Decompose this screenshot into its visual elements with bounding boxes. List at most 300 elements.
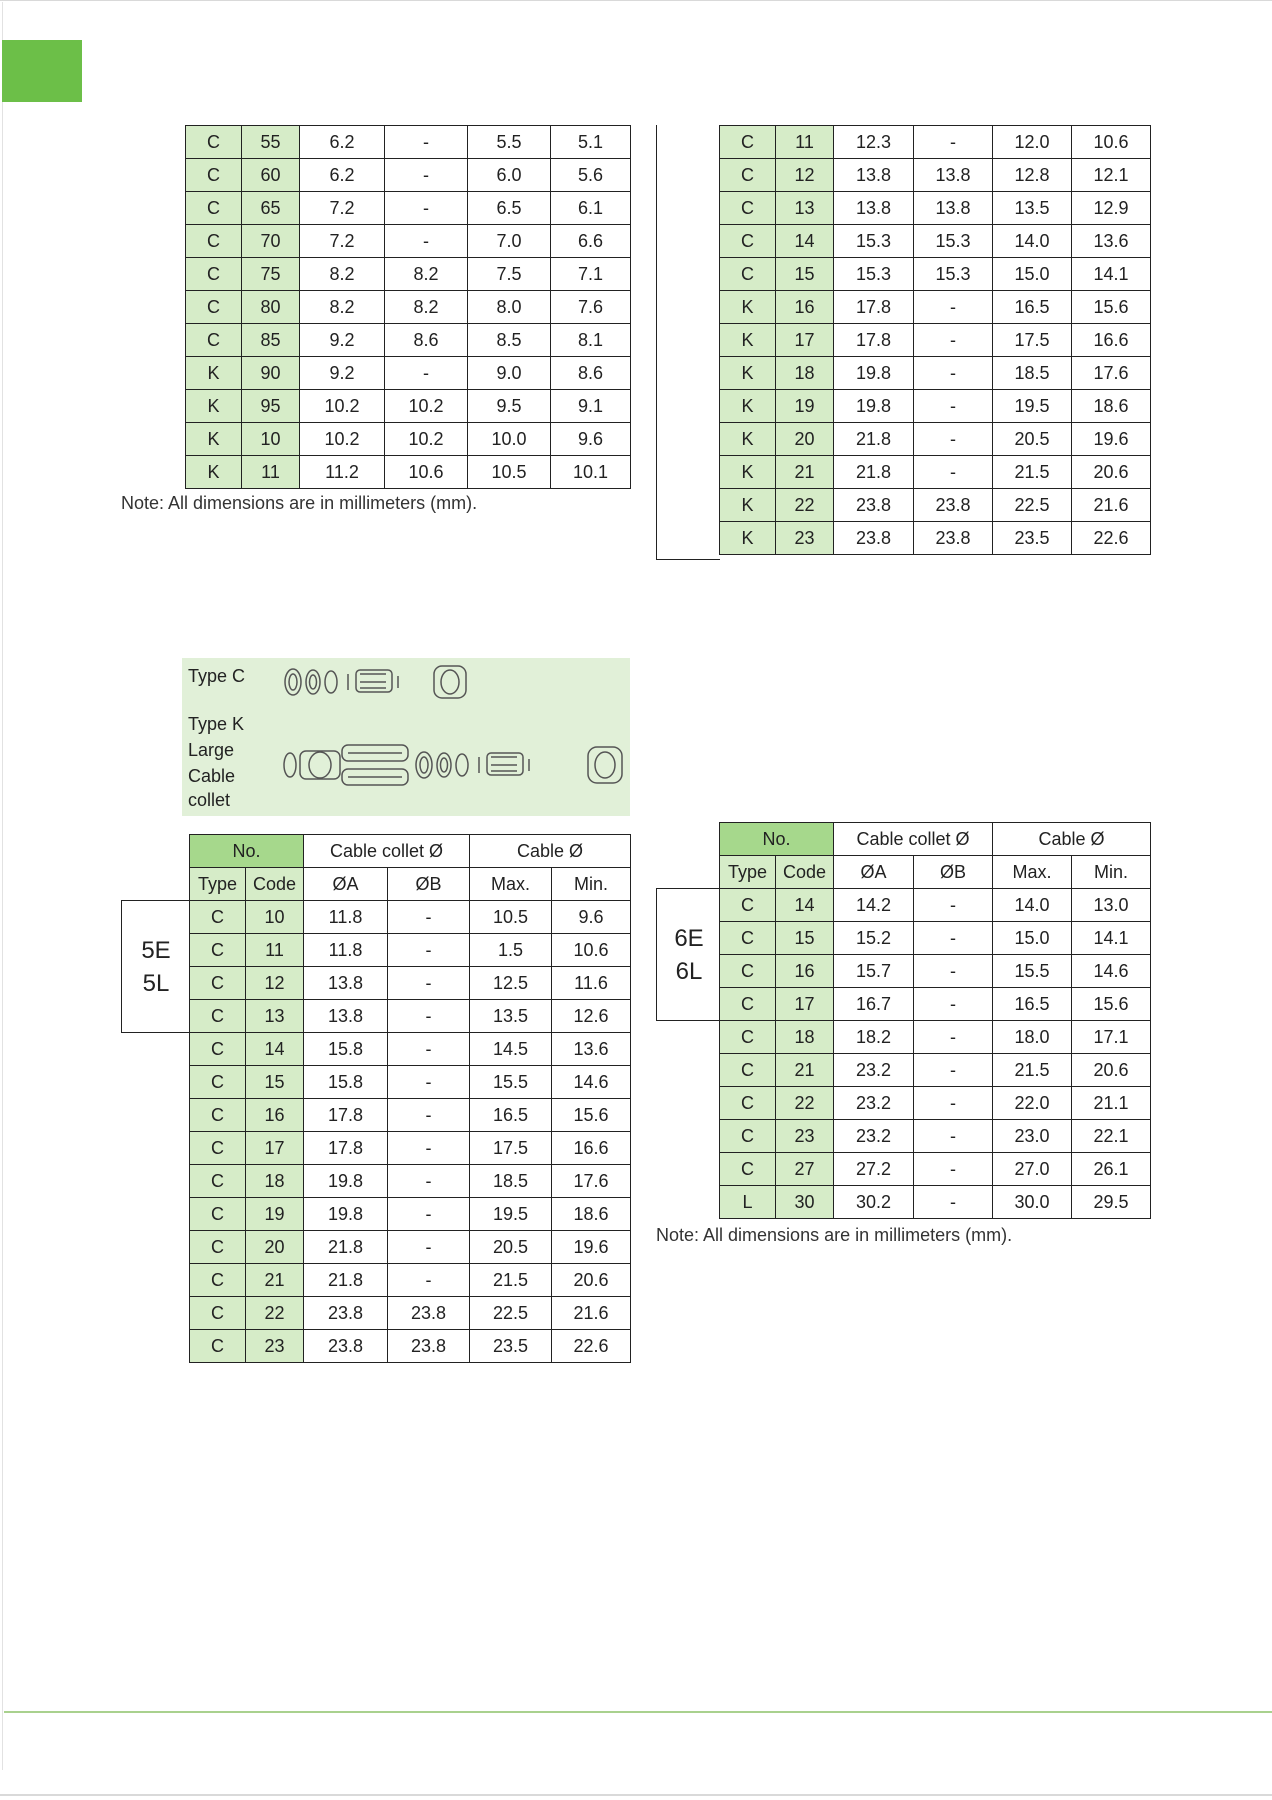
cell-code: 11: [246, 934, 304, 967]
table-row: [720, 423, 1151, 456]
cell-cable-min: 21.6: [552, 1297, 631, 1330]
cell-cable-max: 30.0: [993, 1186, 1072, 1219]
cell-type: C: [720, 1021, 776, 1054]
table-row: [190, 967, 631, 1000]
table-row: [190, 1000, 631, 1033]
cell-diameter-b: -: [388, 1198, 470, 1231]
cell-code: 15: [776, 258, 834, 291]
cell-cable-max: 15.0: [993, 922, 1072, 955]
cell-type: C: [190, 1033, 246, 1066]
table-row: [720, 159, 1151, 192]
page-border-left: [2, 2, 3, 1770]
legend-type-k-line3: Cable: [188, 766, 236, 786]
cell-cable-max: 9.5: [468, 390, 551, 423]
cell-type: C: [186, 324, 242, 357]
header-code: Code: [246, 868, 304, 901]
table-row: [186, 456, 631, 489]
header-min: Min.: [552, 868, 631, 901]
cell-type: K: [186, 456, 242, 489]
cell-type: K: [720, 357, 776, 390]
cell-diameter-a: 10.2: [300, 390, 385, 423]
cell-code: 90: [242, 357, 300, 390]
cell-diameter-b: -: [914, 324, 993, 357]
cell-cable-min: 20.6: [552, 1264, 631, 1297]
cell-diameter-b: -: [914, 291, 993, 324]
cell-cable-max: 10.5: [468, 456, 551, 489]
cell-cable-max: 20.5: [470, 1231, 552, 1264]
cell-type: C: [190, 967, 246, 1000]
dimensions-table-top-right: [719, 125, 1151, 555]
cell-cable-min: 10.6: [1072, 126, 1151, 159]
cell-type: C: [190, 1000, 246, 1033]
cell-type: C: [720, 192, 776, 225]
table-row: [190, 1132, 631, 1165]
cell-cable-max: 19.5: [993, 390, 1072, 423]
cell-diameter-a: 10.2: [300, 423, 385, 456]
cell-code: 15: [246, 1066, 304, 1099]
cell-diameter-a: 8.2: [300, 258, 385, 291]
table-row: [720, 988, 1151, 1021]
legend-type-k-line4: collet: [188, 790, 231, 810]
cell-cable-min: 5.1: [551, 126, 631, 159]
cell-cable-max: 12.5: [470, 967, 552, 1000]
header-max: Max.: [993, 856, 1072, 889]
cell-type: C: [720, 258, 776, 291]
cell-diameter-b: -: [914, 1054, 993, 1087]
cell-diameter-b: 10.2: [385, 390, 468, 423]
cell-code: 27: [776, 1153, 834, 1186]
table-row: [720, 1087, 1151, 1120]
cell-type: K: [720, 489, 776, 522]
cell-cable-min: 9.1: [551, 390, 631, 423]
cell-diameter-b: 8.2: [385, 291, 468, 324]
cell-type: C: [190, 1198, 246, 1231]
table-row: [186, 324, 631, 357]
cell-diameter-a: 15.3: [834, 258, 914, 291]
cell-cable-min: 21.1: [1072, 1087, 1151, 1120]
cell-diameter-b: -: [388, 967, 470, 1000]
cell-cable-max: 7.5: [468, 258, 551, 291]
cell-type: C: [186, 159, 242, 192]
cell-type: C: [720, 1054, 776, 1087]
cell-code: 16: [776, 291, 834, 324]
cell-cable-max: 20.5: [993, 423, 1072, 456]
cell-type: C: [186, 258, 242, 291]
cell-diameter-b: -: [388, 1066, 470, 1099]
cell-cable-max: 12.8: [993, 159, 1072, 192]
cell-diameter-b: -: [388, 1132, 470, 1165]
cell-diameter-b: -: [914, 1087, 993, 1120]
cell-cable-max: 23.5: [470, 1330, 552, 1363]
table-row: [186, 192, 631, 225]
cell-type: C: [186, 225, 242, 258]
cell-cable-max: 15.0: [993, 258, 1072, 291]
cell-diameter-a: 8.2: [300, 291, 385, 324]
dimensions-table-6e-6l: [719, 822, 1151, 1219]
cell-diameter-a: 15.7: [834, 955, 914, 988]
cell-diameter-a: 21.8: [304, 1231, 388, 1264]
cell-type: K: [720, 324, 776, 357]
header-type: Type: [190, 868, 246, 901]
group-code-6e: 6E: [674, 924, 704, 952]
cell-diameter-a: 15.3: [834, 225, 914, 258]
cell-type: C: [720, 988, 776, 1021]
cell-code: 10: [246, 901, 304, 934]
dimensions-table-5e-5l: [189, 834, 631, 1363]
cell-cable-min: 15.6: [1072, 291, 1151, 324]
cell-cable-max: 21.5: [993, 456, 1072, 489]
cell-cable-max: 14.5: [470, 1033, 552, 1066]
header-cable-collet: Cable collet Ø: [834, 823, 993, 856]
cell-cable-min: 19.6: [552, 1231, 631, 1264]
cell-cable-max: 17.5: [470, 1132, 552, 1165]
cell-diameter-b: -: [914, 955, 993, 988]
cell-diameter-b: -: [914, 357, 993, 390]
cell-code: 23: [776, 1120, 834, 1153]
cell-cable-max: 12.0: [993, 126, 1072, 159]
cell-diameter-b: -: [388, 901, 470, 934]
cell-cable-max: 8.0: [468, 291, 551, 324]
cell-code: 19: [776, 390, 834, 423]
cell-diameter-a: 21.8: [304, 1264, 388, 1297]
cell-code: 18: [246, 1165, 304, 1198]
cell-cable-max: 15.5: [993, 955, 1072, 988]
cell-cable-min: 29.5: [1072, 1186, 1151, 1219]
cell-type: C: [720, 1153, 776, 1186]
group-box-left-edge: [656, 125, 657, 560]
cell-code: 21: [776, 1054, 834, 1087]
cell-type: C: [186, 126, 242, 159]
cell-diameter-a: 23.2: [834, 1054, 914, 1087]
table-row: [720, 889, 1151, 922]
cell-diameter-b: -: [914, 922, 993, 955]
cell-cable-max: 9.0: [468, 357, 551, 390]
legend-type-k-line2: Large: [188, 740, 235, 760]
cell-code: 16: [776, 955, 834, 988]
cell-type: C: [720, 225, 776, 258]
cell-cable-min: 6.1: [551, 192, 631, 225]
cell-type: C: [190, 1264, 246, 1297]
cell-code: 22: [776, 489, 834, 522]
cell-cable-min: 7.6: [551, 291, 631, 324]
cell-diameter-b: -: [914, 1021, 993, 1054]
cell-diameter-b: 8.2: [385, 258, 468, 291]
header-no: No.: [720, 823, 834, 856]
group-code-5l: 5L: [142, 969, 170, 997]
cell-diameter-b: 23.8: [388, 1330, 470, 1363]
cell-cable-max: 19.5: [470, 1198, 552, 1231]
footer-rule: [4, 1711, 1272, 1713]
table-row: [720, 1021, 1151, 1054]
cell-cable-max: 23.5: [993, 522, 1072, 555]
table-row: [190, 1198, 631, 1231]
cell-diameter-a: 17.8: [304, 1132, 388, 1165]
table-row: [720, 192, 1151, 225]
dimensions-table-top-left: [185, 125, 631, 489]
cell-type: C: [720, 126, 776, 159]
cell-code: 30: [776, 1186, 834, 1219]
cell-diameter-b: 13.8: [914, 192, 993, 225]
cell-diameter-a: 13.8: [304, 1000, 388, 1033]
cell-cable-min: 12.9: [1072, 192, 1151, 225]
cell-cable-max: 13.5: [470, 1000, 552, 1033]
cell-code: 11: [242, 456, 300, 489]
cell-code: 60: [242, 159, 300, 192]
cell-cable-max: 13.5: [993, 192, 1072, 225]
cell-cable-max: 14.0: [993, 889, 1072, 922]
cell-cable-min: 8.6: [551, 357, 631, 390]
cell-cable-min: 14.1: [1072, 258, 1151, 291]
cell-type: C: [720, 922, 776, 955]
cell-cable-min: 22.6: [1072, 522, 1151, 555]
table-row: [720, 258, 1151, 291]
table-row: [720, 522, 1151, 555]
cell-code: 23: [246, 1330, 304, 1363]
table-row: [720, 1186, 1151, 1219]
table-row: [720, 955, 1151, 988]
header-cable-collet: Cable collet Ø: [304, 835, 470, 868]
table-row: [186, 291, 631, 324]
cell-code: 23: [776, 522, 834, 555]
cell-diameter-b: -: [914, 390, 993, 423]
cell-diameter-a: 15.8: [304, 1033, 388, 1066]
cell-diameter-a: 15.2: [834, 922, 914, 955]
cell-type: K: [186, 357, 242, 390]
cell-type: C: [720, 1120, 776, 1153]
cell-diameter-b: -: [914, 1186, 993, 1219]
cell-diameter-b: -: [388, 1165, 470, 1198]
cell-diameter-b: 10.2: [385, 423, 468, 456]
cell-diameter-b: -: [388, 1033, 470, 1066]
cell-cable-min: 14.1: [1072, 922, 1151, 955]
cell-diameter-a: 11.8: [304, 934, 388, 967]
cell-diameter-b: -: [388, 1264, 470, 1297]
cell-code: 75: [242, 258, 300, 291]
cable-gland-parts-k-icon: [282, 742, 627, 788]
cell-type: K: [720, 456, 776, 489]
cell-type: C: [190, 1231, 246, 1264]
cell-cable-min: 18.6: [552, 1198, 631, 1231]
cell-code: 22: [246, 1297, 304, 1330]
cell-cable-min: 13.6: [552, 1033, 631, 1066]
header-code: Code: [776, 856, 834, 889]
cell-code: 13: [776, 192, 834, 225]
cell-cable-max: 10.0: [468, 423, 551, 456]
cell-diameter-a: 19.8: [834, 357, 914, 390]
cell-cable-min: 20.6: [1072, 1054, 1151, 1087]
table-row: [190, 1264, 631, 1297]
cell-cable-min: 8.1: [551, 324, 631, 357]
cell-code: 18: [776, 1021, 834, 1054]
table-row: [186, 357, 631, 390]
cell-type: C: [190, 1066, 246, 1099]
header-diameter-b: ØB: [388, 868, 470, 901]
cell-code: 21: [246, 1264, 304, 1297]
cell-cable-max: 22.5: [470, 1297, 552, 1330]
cell-code: 13: [246, 1000, 304, 1033]
table-row: [190, 1099, 631, 1132]
cell-code: 17: [246, 1132, 304, 1165]
cell-diameter-a: 13.8: [304, 967, 388, 1000]
cell-type: C: [720, 159, 776, 192]
table-row: [720, 1153, 1151, 1186]
cell-cable-max: 10.5: [470, 901, 552, 934]
cell-cable-min: 21.6: [1072, 489, 1151, 522]
cell-cable-max: 21.5: [470, 1264, 552, 1297]
cell-code: 14: [246, 1033, 304, 1066]
cell-cable-min: 13.0: [1072, 889, 1151, 922]
table-row: [720, 126, 1151, 159]
cell-cable-min: 15.6: [1072, 988, 1151, 1021]
cell-type: C: [720, 955, 776, 988]
legend-type-c: Type C: [188, 666, 246, 686]
cell-diameter-b: -: [388, 1000, 470, 1033]
cell-cable-max: 6.5: [468, 192, 551, 225]
cell-diameter-b: 10.6: [385, 456, 468, 489]
cell-diameter-b: 15.3: [914, 258, 993, 291]
cell-diameter-b: -: [914, 1120, 993, 1153]
cell-diameter-b: -: [385, 126, 468, 159]
table-row: [186, 258, 631, 291]
cell-diameter-b: 13.8: [914, 159, 993, 192]
cell-cable-max: 1.5: [470, 934, 552, 967]
cell-diameter-b: -: [388, 1231, 470, 1264]
cell-diameter-b: 23.8: [914, 522, 993, 555]
cell-cable-min: 10.6: [552, 934, 631, 967]
cell-diameter-a: 23.8: [834, 522, 914, 555]
table-row: [720, 1120, 1151, 1153]
cell-diameter-a: 17.8: [834, 291, 914, 324]
cell-type: C: [720, 889, 776, 922]
cell-diameter-a: 21.8: [834, 423, 914, 456]
cell-type: C: [186, 291, 242, 324]
cell-cable-max: 23.0: [993, 1120, 1072, 1153]
cell-cable-min: 15.6: [552, 1099, 631, 1132]
cell-type: C: [190, 1330, 246, 1363]
cell-type: C: [190, 1099, 246, 1132]
cell-cable-min: 12.1: [1072, 159, 1151, 192]
cell-diameter-a: 13.8: [834, 159, 914, 192]
cell-code: 20: [776, 423, 834, 456]
cell-code: 15: [776, 922, 834, 955]
cell-cable-max: 18.5: [993, 357, 1072, 390]
cell-diameter-a: 9.2: [300, 324, 385, 357]
cell-cable-max: 8.5: [468, 324, 551, 357]
header-min: Min.: [1072, 856, 1151, 889]
cell-code: 80: [242, 291, 300, 324]
legend-type-k-line1: Type K: [188, 714, 245, 734]
cell-diameter-b: 23.8: [914, 489, 993, 522]
table-row: [190, 901, 631, 934]
cell-diameter-a: 18.2: [834, 1021, 914, 1054]
cell-type: C: [190, 901, 246, 934]
cell-code: 17: [776, 324, 834, 357]
cell-code: 18: [776, 357, 834, 390]
cell-code: 20: [246, 1231, 304, 1264]
cell-diameter-a: 23.2: [834, 1087, 914, 1120]
cell-diameter-a: 11.2: [300, 456, 385, 489]
cell-cable-max: 16.5: [993, 291, 1072, 324]
cell-cable-max: 14.0: [993, 225, 1072, 258]
table-row: [720, 324, 1151, 357]
cell-cable-min: 26.1: [1072, 1153, 1151, 1186]
cell-cable-max: 27.0: [993, 1153, 1072, 1186]
header-no: No.: [190, 835, 304, 868]
cell-diameter-a: 23.2: [834, 1120, 914, 1153]
cell-type: C: [720, 1087, 776, 1120]
header-type: Type: [720, 856, 776, 889]
cell-diameter-b: -: [388, 934, 470, 967]
cable-gland-parts-c-icon: [282, 664, 472, 700]
cell-code: 14: [776, 225, 834, 258]
table-row: [186, 423, 631, 456]
cell-diameter-a: 11.8: [304, 901, 388, 934]
cell-cable-min: 6.6: [551, 225, 631, 258]
cell-cable-max: 18.0: [993, 1021, 1072, 1054]
cell-diameter-a: 6.2: [300, 126, 385, 159]
cell-diameter-a: 23.8: [304, 1330, 388, 1363]
cell-type: C: [190, 934, 246, 967]
table-row: [190, 934, 631, 967]
header-max: Max.: [470, 868, 552, 901]
cell-diameter-b: -: [914, 988, 993, 1021]
table-row: [190, 1297, 631, 1330]
cell-type: C: [186, 192, 242, 225]
cell-diameter-a: 16.7: [834, 988, 914, 1021]
cell-diameter-b: -: [914, 423, 993, 456]
cell-code: 19: [246, 1198, 304, 1231]
cell-diameter-b: -: [385, 357, 468, 390]
cell-type: K: [720, 291, 776, 324]
cell-diameter-a: 15.8: [304, 1066, 388, 1099]
group-code-5e: 5E: [141, 936, 171, 964]
cell-type: C: [190, 1297, 246, 1330]
cell-cable-max: 6.0: [468, 159, 551, 192]
cell-cable-min: 16.6: [1072, 324, 1151, 357]
cell-type: K: [186, 423, 242, 456]
cell-type: K: [720, 390, 776, 423]
cell-code: 21: [776, 456, 834, 489]
table-row: [720, 1054, 1151, 1087]
page-border-top: [0, 0, 1272, 1]
cell-cable-min: 11.6: [552, 967, 631, 1000]
cell-code: 85: [242, 324, 300, 357]
cell-code: 55: [242, 126, 300, 159]
cell-diameter-b: -: [388, 1099, 470, 1132]
table-row: [190, 1231, 631, 1264]
group-label-5e-5l: [121, 900, 191, 1033]
cell-cable-min: 17.6: [552, 1165, 631, 1198]
cell-cable-max: 22.5: [993, 489, 1072, 522]
cell-cable-min: 17.6: [1072, 357, 1151, 390]
cell-cable-max: 15.5: [470, 1066, 552, 1099]
cell-diameter-a: 19.8: [304, 1165, 388, 1198]
cell-cable-min: 19.6: [1072, 423, 1151, 456]
cell-cable-min: 18.6: [1072, 390, 1151, 423]
cell-diameter-a: 19.8: [304, 1198, 388, 1231]
cell-code: 10: [242, 423, 300, 456]
cell-type: K: [186, 390, 242, 423]
cell-cable-min: 5.6: [551, 159, 631, 192]
table-row: [720, 456, 1151, 489]
cell-type: K: [720, 423, 776, 456]
brand-tab: [2, 40, 82, 102]
cell-cable-min: 13.6: [1072, 225, 1151, 258]
page-border-bottom: [0, 1794, 1272, 1796]
table-row: [186, 159, 631, 192]
cell-diameter-b: 8.6: [385, 324, 468, 357]
cell-diameter-a: 21.8: [834, 456, 914, 489]
